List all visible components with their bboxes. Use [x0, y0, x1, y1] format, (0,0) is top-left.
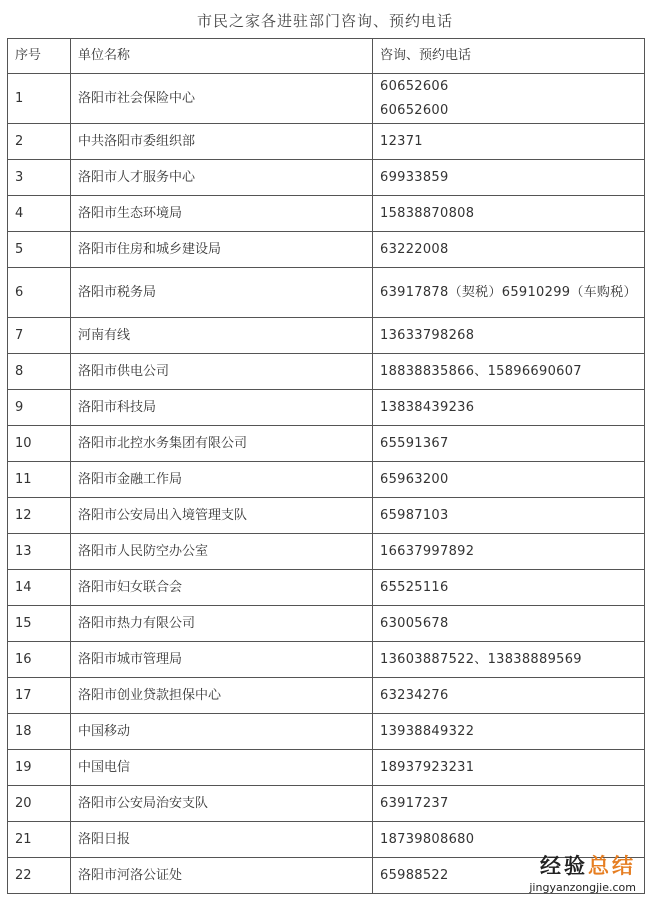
table-row	[8, 822, 645, 858]
cell-no: 3	[8, 160, 71, 196]
table-row	[8, 750, 645, 786]
cell-name: 洛阳市生态环境局	[71, 196, 373, 232]
table-row	[8, 390, 645, 426]
table-row	[8, 462, 645, 498]
cell-phone: 63917878（契税）65910299（车购税）	[373, 268, 645, 318]
cell-phone: 18937923231	[373, 750, 645, 786]
cell-no: 22	[8, 858, 71, 894]
table-row	[8, 678, 645, 714]
cell-no: 4	[8, 196, 71, 232]
cell-phone: 63234276	[373, 678, 645, 714]
cell-phone: 65591367	[373, 426, 645, 462]
cell-phone: 13633798268	[373, 318, 645, 354]
cell-phone: 13838439236	[373, 390, 645, 426]
cell-no: 13	[8, 534, 71, 570]
cell-no: 8	[8, 354, 71, 390]
cell-no: 10	[8, 426, 71, 462]
table-header-row	[8, 39, 645, 74]
table-row	[8, 124, 645, 160]
cell-phone: 65988522	[373, 858, 645, 894]
cell-name: 洛阳市公安局治安支队	[71, 786, 373, 822]
cell-phone: 16637997892	[373, 534, 645, 570]
cell-name: 中国电信	[71, 750, 373, 786]
cell-name: 洛阳市科技局	[71, 390, 373, 426]
cell-name: 洛阳市税务局	[71, 268, 373, 318]
header-phone: 咨询、预约电话	[373, 39, 645, 74]
cell-no: 11	[8, 462, 71, 498]
cell-name: 洛阳市北控水务集团有限公司	[71, 426, 373, 462]
cell-phone: 63917237	[373, 786, 645, 822]
page-title: 市民之家各进驻部门咨询、预约电话	[196, 12, 453, 30]
cell-phone: 69933859	[373, 160, 645, 196]
cell-no: 6	[8, 268, 71, 318]
cell-no: 17	[8, 678, 71, 714]
table-row	[8, 498, 645, 534]
cell-name: 中国移动	[71, 714, 373, 750]
cell-no: 12	[8, 498, 71, 534]
cell-no: 9	[8, 390, 71, 426]
cell-no: 19	[8, 750, 71, 786]
cell-name: 洛阳市人才服务中心	[71, 160, 373, 196]
table-row	[8, 74, 645, 124]
cell-name: 洛阳市住房和城乡建设局	[71, 232, 373, 268]
cell-phone: 65987103	[373, 498, 645, 534]
cell-name: 洛阳市河洛公证处	[71, 858, 373, 894]
table-row	[8, 606, 645, 642]
watermark-title-a: 经验	[540, 854, 588, 878]
table-row	[8, 318, 645, 354]
cell-name: 洛阳市公安局出入境管理支队	[71, 498, 373, 534]
header-name: 单位名称	[71, 39, 373, 74]
table-body	[8, 74, 645, 894]
cell-phone: 18838835866、15896690607	[373, 354, 645, 390]
header-no: 序号	[8, 39, 71, 74]
table-row	[8, 534, 645, 570]
cell-phone: 18739808680	[373, 822, 645, 858]
cell-name: 河南有线	[71, 318, 373, 354]
cell-phone: 13938849322	[373, 714, 645, 750]
cell-name: 洛阳市人民防空办公室	[71, 534, 373, 570]
table-row	[8, 642, 645, 678]
cell-name: 洛阳市妇女联合会	[71, 570, 373, 606]
table-row	[8, 160, 645, 196]
cell-no: 15	[8, 606, 71, 642]
cell-name: 洛阳日报	[71, 822, 373, 858]
cell-phone: 65525116	[373, 570, 645, 606]
cell-name: 洛阳市热力有限公司	[71, 606, 373, 642]
table-row	[8, 786, 645, 822]
cell-no: 20	[8, 786, 71, 822]
table-row	[8, 858, 645, 894]
cell-no: 1	[8, 74, 71, 124]
table-row	[8, 232, 645, 268]
watermark-title-b: 总结	[588, 854, 636, 878]
cell-no: 14	[8, 570, 71, 606]
table-row	[8, 354, 645, 390]
cell-phone: 60652606 60652600	[373, 74, 645, 124]
cell-phone: 13603887522、13838889569	[373, 642, 645, 678]
cell-name: 洛阳市城市管理局	[71, 642, 373, 678]
cell-phone: 15838870808	[373, 196, 645, 232]
cell-no: 2	[8, 124, 71, 160]
table-row	[8, 196, 645, 232]
cell-name: 洛阳市创业贷款担保中心	[71, 678, 373, 714]
cell-phone: 65963200	[373, 462, 645, 498]
cell-no: 16	[8, 642, 71, 678]
cell-phone: 63222008	[373, 232, 645, 268]
cell-phone: 63005678	[373, 606, 645, 642]
cell-phone: 12371	[373, 124, 645, 160]
watermark-url: jingyanzongjie.com	[529, 881, 636, 894]
cell-name: 洛阳市社会保险中心	[71, 74, 373, 124]
table-row	[8, 268, 645, 318]
cell-no: 21	[8, 822, 71, 858]
contact-table	[7, 38, 645, 894]
table-row	[8, 570, 645, 606]
cell-name: 洛阳市金融工作局	[71, 462, 373, 498]
cell-no: 5	[8, 232, 71, 268]
cell-no: 7	[8, 318, 71, 354]
table-row	[8, 426, 645, 462]
cell-name: 中共洛阳市委组织部	[71, 124, 373, 160]
table-row	[8, 714, 645, 750]
cell-no: 18	[8, 714, 71, 750]
cell-name: 洛阳市供电公司	[71, 354, 373, 390]
